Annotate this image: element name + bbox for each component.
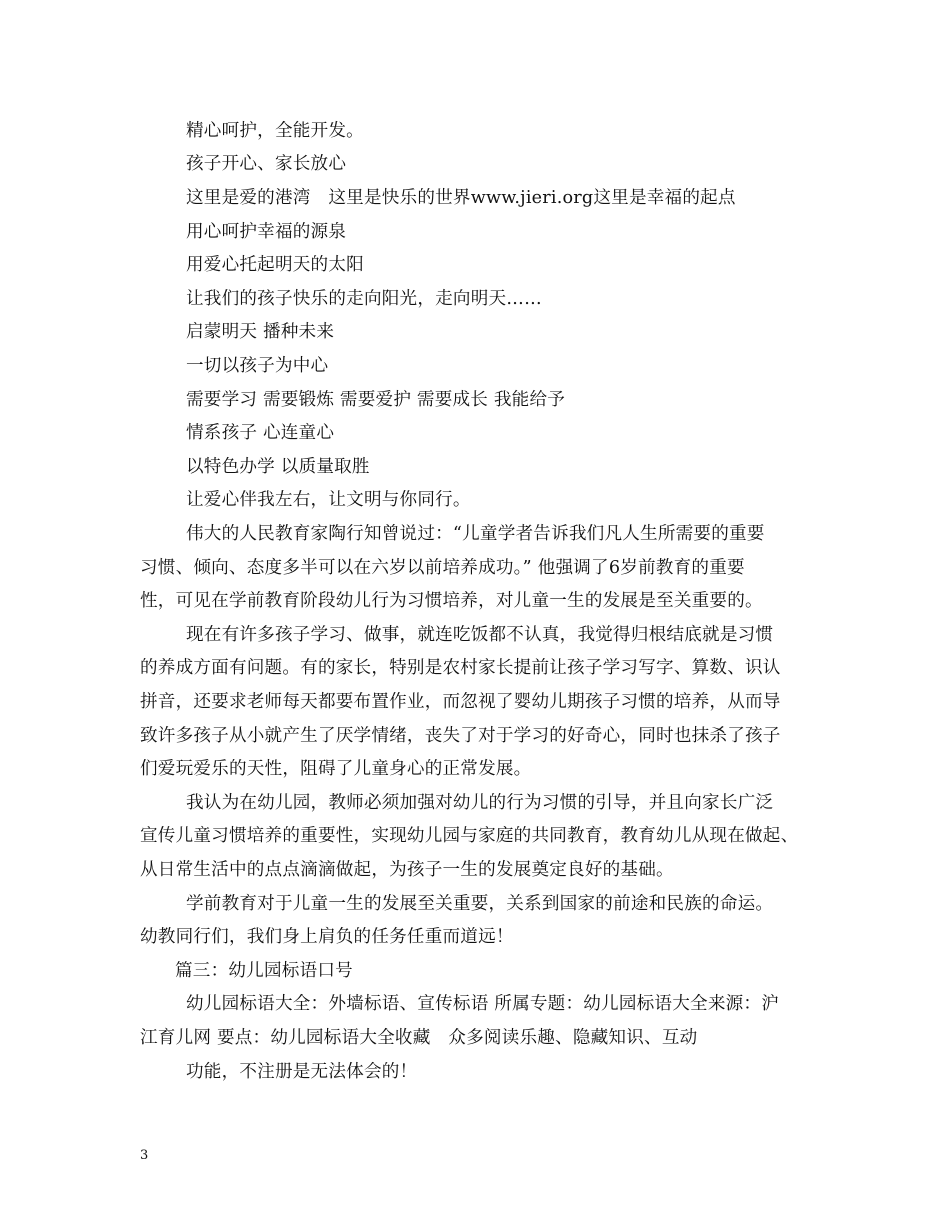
paragraph-line: 宣传儿童习惯培养的重要性，实现幼儿园与家庭的共同教育，教育幼儿从现在做起、 [140,826,799,846]
paragraph-line: 幼儿园标语大全：外墙标语、宣传标语 所属专题：幼儿园标语大全来源：沪 [186,994,779,1014]
paragraph-line: 拼音，还要求老师每天都要布置作业，而忽视了婴幼儿期孩子习惯的培养，从而导 [140,692,781,712]
text-line: 孩子开心、家长放心 [186,154,347,174]
page-number: 3 [140,1148,149,1163]
paragraph-line: 伟大的人民教育家陶行知曾说过：“儿童学者告诉我们凡人生所需要的重要 [186,524,765,544]
text-line: 一切以孩子为中心 [186,356,329,376]
text-line: 启蒙明天 播种未来 [186,322,335,342]
paragraph-line: 我认为在幼儿园，教师必须加强对幼儿的行为习惯的引导，并且向家长广泛 [186,793,774,813]
paragraph-line: 性，可见在学前教育阶段幼儿行为习惯培养，对儿童一生的发展是至关重要的。 [140,591,763,611]
paragraph-line: 从日常生活中的点点滴滴做起，为孩子一生的发展奠定良好的基础。 [140,860,674,880]
text-line: 情系孩子 心连童心 [186,423,335,443]
paragraph-line: 致许多孩子从小就产生了厌学情绪，丧失了对于学习的好奇心，同时也抹杀了孩子 [140,726,781,746]
paragraph-line: 功能，不注册是无法体会的！ [186,1062,418,1082]
text-line: 用心呵护幸福的源泉 [186,222,347,242]
text-line: 精心呵护，全能开发。 [186,121,364,141]
text-line: 以特色办学 以质量取胜 [186,457,370,477]
paragraph-line: 学前教育对于儿童一生的发展至关重要，关系到国家的前途和民族的命运。 [186,894,774,914]
paragraph-line: 习惯、倾向、态度多半可以在六岁以前培养成功。” 他强调了6岁前教育的重要 [140,558,745,578]
text-line: 让爱心伴我左右，让文明与你同行。 [186,490,471,510]
paragraph-line: 江育儿网 要点：幼儿园标语大全收藏 众多阅读乐趣、隐藏知识、互动 [140,1028,698,1048]
text-line: 需要学习 需要锻炼 需要爱护 需要成长 我能给予 [186,390,566,410]
paragraph-line: 的养成方面有问题。有的家长，特别是农村家长提前让孩子学习写字、算数、识认 [140,658,781,678]
text-line: 用爱心托起明天的太阳 [186,255,364,275]
paragraph-line: 现在有许多孩子学习、做事，就连吃饭都不认真，我觉得归根结底就是习惯 [186,625,774,645]
text-line: 让我们的孩子快乐的走向阳光，走向明天…… [186,289,542,309]
paragraph-line: 们爱玩爱乐的天性，阻碍了儿童身心的正常发展。 [140,759,532,779]
paragraph-line: 幼教同行们，我们身上肩负的任务任重而道远！ [140,927,514,947]
section-heading: 篇三：幼儿园标语口号 [175,961,353,981]
text-line: 这里是爱的港湾 这里是快乐的世界www.jieri.org这里是幸福的起点 [186,188,736,208]
